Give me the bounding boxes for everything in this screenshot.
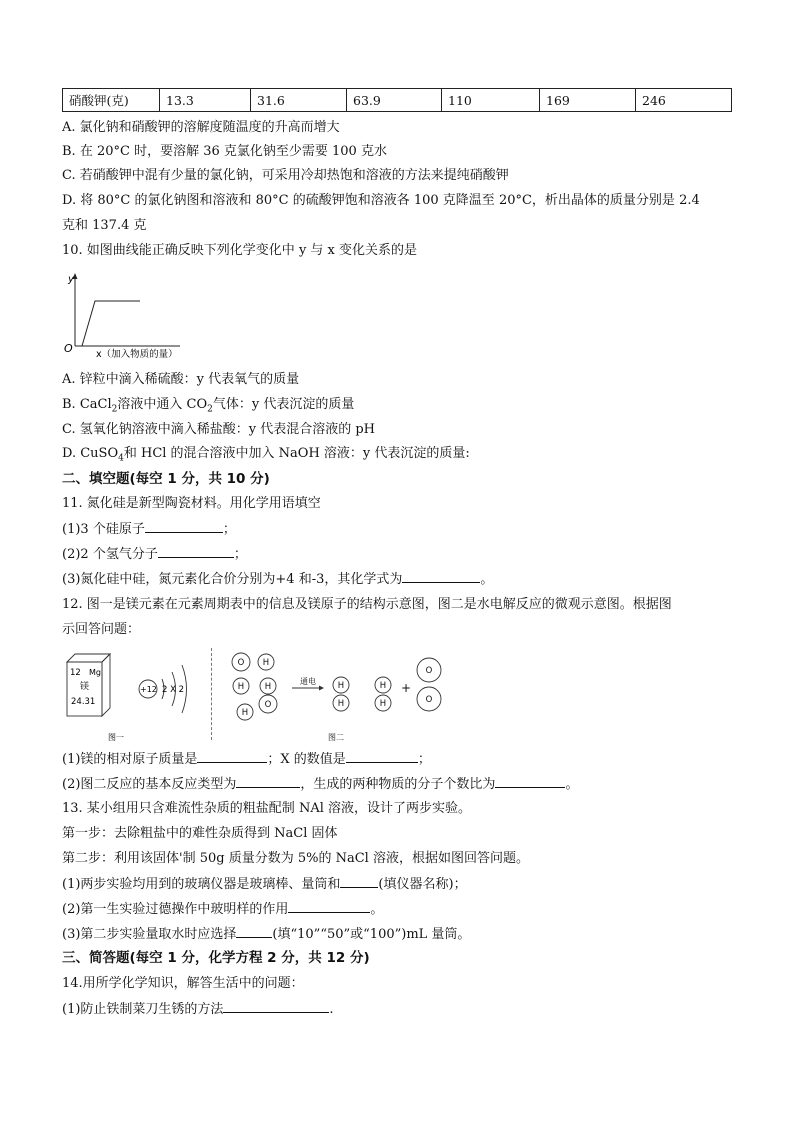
figure-2-caption: 图二 [328,733,344,742]
answer-blank[interactable] [495,775,565,788]
nuclear-charge: +12 [140,685,157,694]
solubility-table [62,88,732,112]
q14-stem: 14.用所学化学知识，解答生活中的问题： [62,976,304,991]
q11-part-1: (1)3 个硅原子 ； [62,522,236,537]
answer-blank[interactable] [288,900,370,913]
row-label: 硝酸钾(克) [63,89,160,112]
q10-option-c: C. 氢氧化钠溶液中滴入稀盐酸：y 代表混合溶液的 pH [62,422,376,437]
q9-option-b: B. 在 20°C 时，要溶解 36 克氯化钠至少需要 100 克水 [62,144,387,159]
answer-blank[interactable] [197,750,267,763]
table-row [63,89,732,112]
answer-blank[interactable] [346,750,418,763]
q9-option-a: A. 氯化钠和硝酸钾的溶解度随温度的升高而增大 [62,120,340,135]
atom-h: H [379,699,387,709]
arrow-label: 通电 [300,677,316,686]
atom-h: H [237,682,245,692]
q10-option-b: B. CaCl$_2$溶液中通入 $CO_2$气体：y 代表沉淀的质量 [62,397,355,415]
q13-step-1: 第一步：去除粗盐中的难性杂质得到 NaCl 固体 [62,826,338,841]
q11-part-3: (3)氮化硅中硅，氮元素化合价分别为+4 和-3，其化学式为 。 [62,572,494,587]
y-axis-label: y [68,274,74,285]
q13-part-1: (1)两步实验均用到的玻璃仪器是玻璃棒、量筒和 (填仪器名称)； [62,877,467,892]
q9-option-c: C. 若硝酸钾中混有少量的氯化钠，可采用冷却热饱和溶液的方法来提纯硝酸钾 [62,168,509,183]
atomic-mass: 24.31 [71,697,96,707]
q9-option-d: D. 将 80°C 的氯化钠图和溶液和 80°C 的硫酸钾饱和溶液各 100 克降温至 20°C，析出晶体的质量分别是 2.4 [62,193,700,208]
element-name: 镁 [80,682,90,692]
curve [82,301,140,346]
q11-stem: 11. 氮化硅是新型陶瓷材料。用化学用语填空 [62,496,321,511]
atomic-number: 12 [70,668,81,678]
atom-h: H [337,681,345,691]
table-cell: 110 [442,89,540,112]
atom-h: H [264,682,272,692]
table-cell: 63.9 [347,89,442,112]
q10-stem: 10. 如图曲线能正确反映下列化学变化中 y 与 x 变化关系的是 [62,243,418,258]
section-3-heading: 三、简答题(每空 1 分，化学方程 2 分，共 12 分) [62,950,370,966]
answer-blank[interactable] [223,1000,329,1013]
q13-step-2: 第二步：利用该固体'制 50g 质量分数为 5%的 NaCl 溶液，根据如图回答问题。 [62,851,529,866]
answer-blank[interactable] [145,520,223,533]
q10-graph [60,268,200,360]
figure-1-magnesium [62,648,212,744]
table-cell: 169 [540,89,636,112]
q10-option-a: A. 锌粒中滴入稀硫酸：y 代表氧气的质量 [62,372,300,387]
table-cell: 246 [636,89,732,112]
figure-1-caption: 图一 [108,733,124,742]
q12-part-2: (2)图二反应的基本反应类型为 ，生成的两种物质的分子个数比为 。 [62,777,579,792]
atom-h: H [262,658,270,668]
atom-o: O [264,700,272,710]
electron-shells: 2 X 2 [162,685,185,695]
answer-blank[interactable] [402,570,480,583]
atom-o: O [425,666,433,676]
atom-h: H [337,699,345,709]
figure-divider [211,648,212,740]
atom-o: O [237,658,245,668]
answer-blank[interactable] [236,775,300,788]
atom-h: H [241,708,249,718]
x-axis-label: x（加入物质的量） [96,349,178,360]
answer-blank[interactable] [340,875,378,888]
section-2-heading: 二、填空题(每空 1 分，共 10 分) [62,471,270,487]
q13-part-2: (2)第一生实验过德操作中玻明样的作用 。 [62,902,384,917]
figure-2-electrolysis [226,648,456,744]
origin-label: O [64,342,73,355]
q12-part-1: (1)镁的相对原子质量是 ；X 的数值是 ； [62,752,431,767]
table-cell: 13.3 [160,89,251,112]
q12-stem-cont: 示回答问题： [62,622,141,637]
atom-h: H [379,681,387,691]
q11-part-2: (2)2 个氢气分子 ； [62,547,247,562]
q13-part-3: (3)第二步实验量取水时应选择 (填“10”“50”或“100”)mL 量筒。 [62,927,471,942]
plus-sign: + [400,681,412,695]
q12-stem: 12. 图一是镁元素在元素周期表中的信息及镁原子的结构示意图，图二是水电解反应的微观示意图。根据图 [62,597,672,612]
atom-o: O [425,695,433,705]
answer-blank[interactable] [158,545,234,558]
q10-option-d: D. CuSO$_4$和 HCl 的混合溶液中加入 NaOH 溶液：y 代表沉淀的质量: [62,446,470,464]
q14-part-1: (1)防止铁制菜刀生锈的方法 . [62,1002,334,1017]
q9-option-d-cont: 克和 137.4 克 [62,218,147,233]
element-symbol: Mg [89,668,101,677]
table-cell: 31.6 [251,89,347,112]
q13-stem: 13. 某小组用只含难流性杂质的粗盐配制 NAl 溶液，设计了两步实验。 [62,801,471,816]
answer-blank[interactable] [236,925,272,938]
